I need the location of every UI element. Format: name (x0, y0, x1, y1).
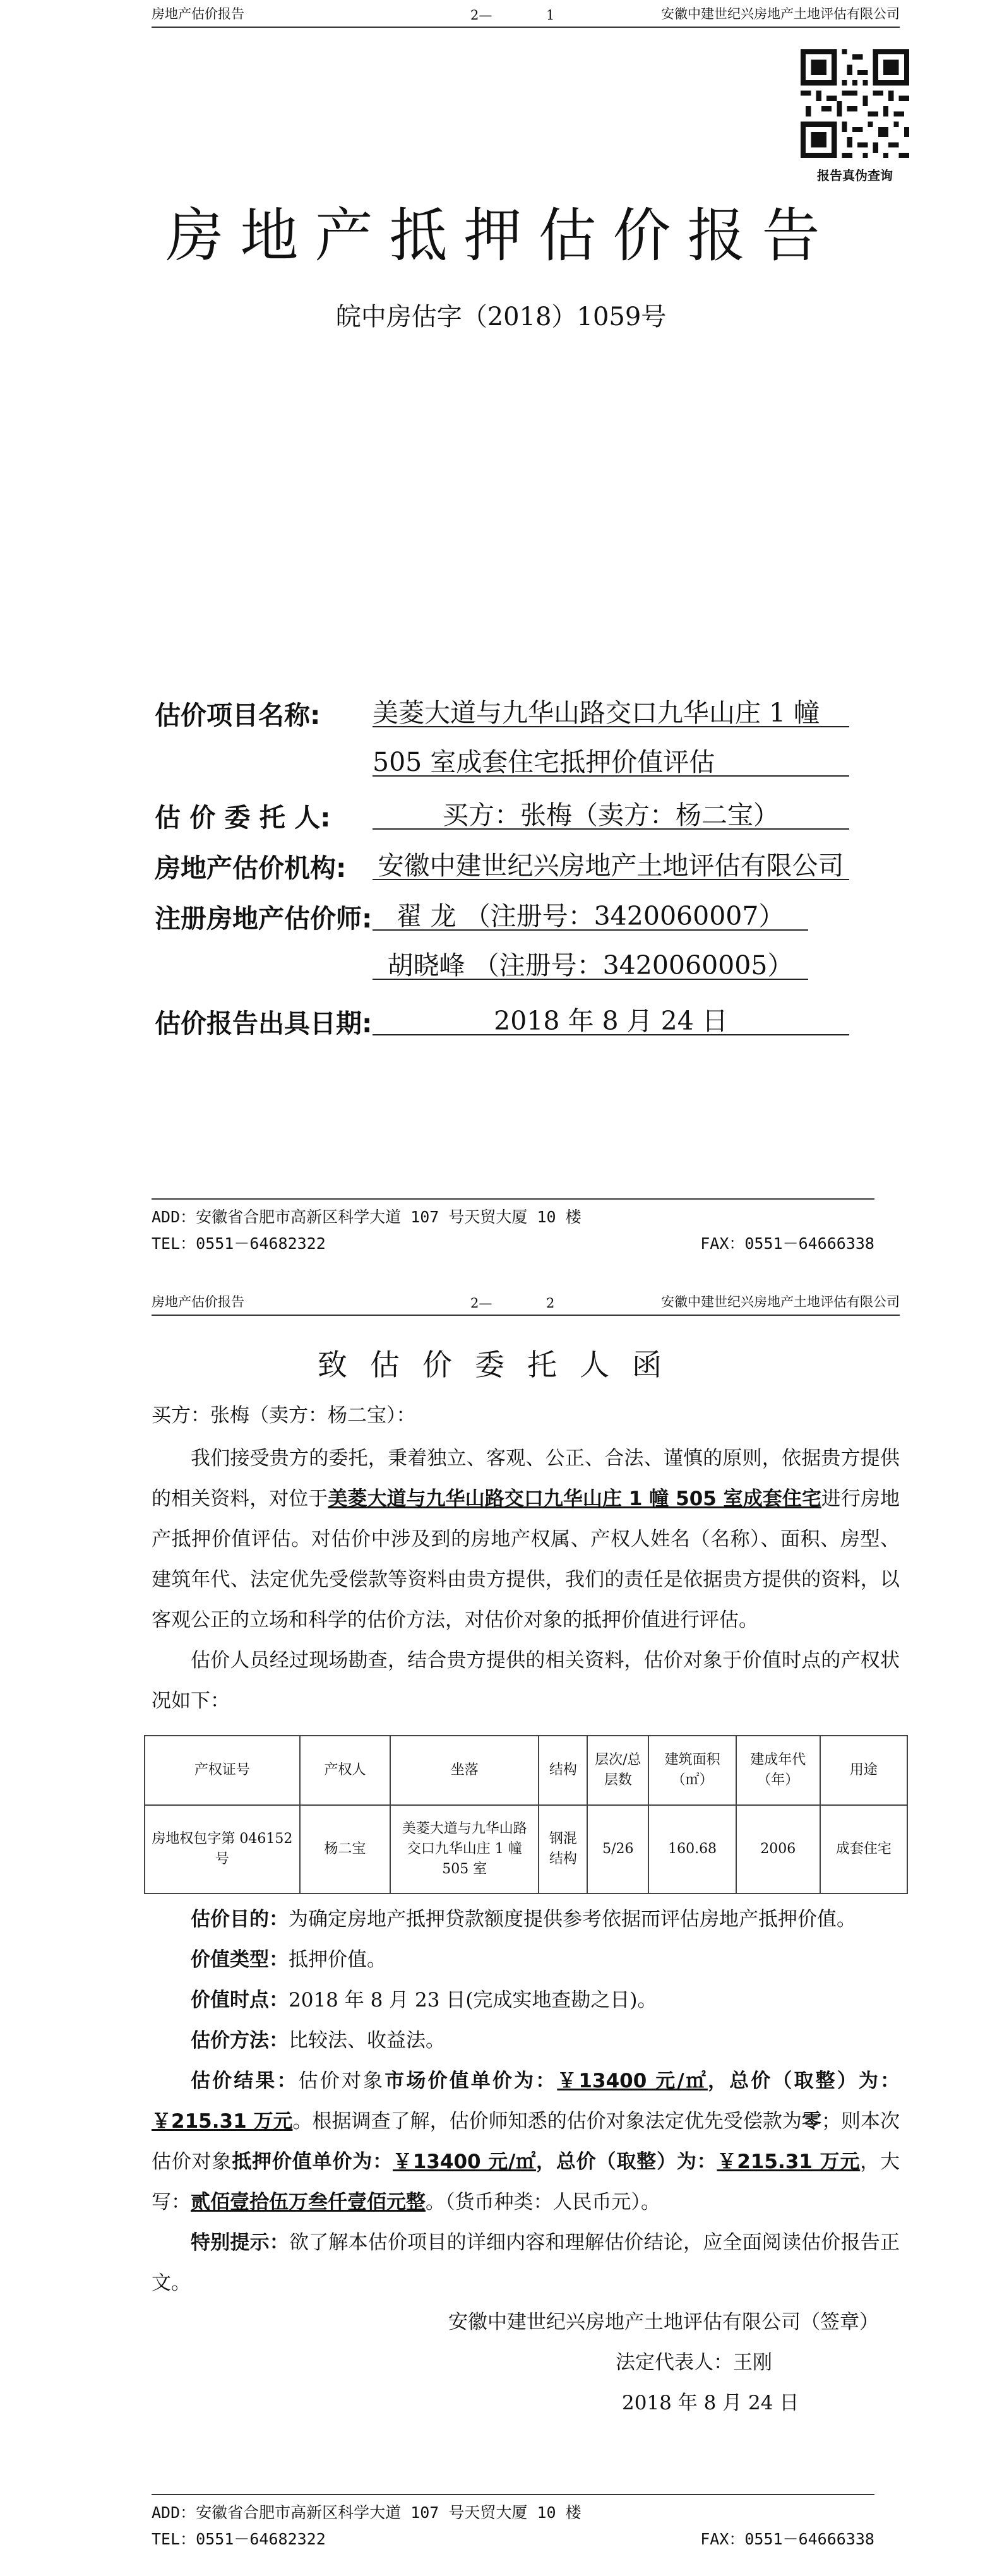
special-notice: 特别提示：欲了解本估价项目的详细内容和理解估价结论，应全面阅读估价报告正文。 (152, 2231, 900, 2294)
footer-divider (152, 1198, 874, 1200)
qr-caption: 报告真伪查询 (817, 168, 893, 183)
field-value-client: 买方：张梅（卖方：杨二宝） (373, 794, 849, 830)
letter-paragraph-2: 估价人员经过现场勘查，结合贵方提供的相关资料，估价对象于价值时点的产权状况如下： (152, 1649, 900, 1712)
table-row (145, 1805, 907, 1893)
para1-property: 美菱大道与九华山路交口九华山庄 1 幢 505 室成套住宅 (328, 1488, 821, 1510)
letter-salutation: 买方：张梅（卖方：杨二宝）： (152, 1404, 416, 1427)
header-company: 安徽中建世纪兴房地产土地评估有限公司 (661, 1294, 900, 1309)
table-header-cell: 结构 (539, 1736, 587, 1805)
table-cell-structure: 钢混结构 (539, 1805, 587, 1893)
table-cell-floor: 5/26 (587, 1805, 648, 1893)
field-label-report-date: 估价报告出具日期: (155, 1008, 373, 1039)
signature-date: 2018 年 8 月 24 日 (622, 2392, 799, 2414)
letter-paragraph-1 (152, 1438, 900, 1640)
letter-page (0, 1288, 1002, 2576)
field-value-project-line1: 美菱大道与九华山路交口九华山庄 1 幢 (373, 692, 849, 727)
table-header-cell: 产权证号 (145, 1736, 300, 1805)
valuation-method: 估价方法：比较法、收益法。 (191, 2029, 445, 2052)
footer-telephone: TEL：0551－64682322 (152, 1234, 326, 1253)
footer-divider (152, 2494, 874, 2495)
footer-address: ADD：安徽省合肥市高新区科学大道 107 号天贸大厦 10 楼 (152, 1208, 582, 1226)
page-header (152, 5, 900, 28)
header-page-prefix: 2— (470, 8, 492, 23)
field-value-report-date: 2018 年 8 月 24 日 (373, 1000, 849, 1035)
field-value-appraiser-1: 翟 龙 （注册号：3420060007） (373, 895, 808, 931)
field-label-project: 估价项目名称: (155, 700, 321, 730)
field-label-client: 估 价 委 托 人: (155, 802, 331, 833)
para1-text-b: 进行房地产抵押价值评估。对估价中涉及到的房地产权属、产权人姓名（名称）、面积、房型、建筑年代、法定优先受偿款等资料由贵方提供，我们的责任是依据贵方提供的资料，以客观公正的立场和科学的估价方法，对估价对象的抵押价值进行评估。 (152, 1488, 900, 1631)
property-rights-table (144, 1735, 908, 1894)
header-page-number: 2 (546, 1296, 555, 1311)
document-number: 皖中房估字（2018）1059号 (335, 302, 667, 331)
para1-text-a: 我们接受贵方的委托，秉着独立、客观、公正、合法、谨慎的原则，依据贵方提供的相关资料，对位于 (152, 1447, 900, 1510)
table-cell-location: 美菱大道与九华山路交口九华山庄 1 幢 505 室 (390, 1805, 539, 1893)
table-header-row (145, 1736, 907, 1805)
page-footer (152, 1198, 874, 1253)
field-value-project-line2: 505 室成套住宅抵押价值评估 (373, 741, 849, 777)
footer-fax: FAX：0551－64666338 (700, 2530, 874, 2548)
table-cell-certificate: 房地权包字第 046152 号 (145, 1805, 300, 1893)
table-cell-owner: 杨二宝 (300, 1805, 390, 1893)
signature-representative: 法定代表人：王刚 (616, 2351, 772, 2374)
table-header-cell: 用途 (820, 1736, 907, 1805)
header-page-number: 1 (546, 8, 555, 23)
table-cell-area: 160.68 (648, 1805, 736, 1893)
value-type: 价值类型：抵押价值。 (191, 1948, 386, 1971)
table-cell-use: 成套住宅 (820, 1805, 907, 1893)
value-date: 价值时点：2018 年 8 月 23 日(完成实地查勘之日)。 (191, 1989, 657, 2012)
qr-code-icon[interactable] (801, 49, 909, 158)
field-label-agency: 房地产估价机构: (155, 853, 347, 883)
footer-telephone: TEL：0551－64682322 (152, 2530, 326, 2548)
table-header-cell: 坐落 (390, 1736, 539, 1805)
field-value-agency: 安徽中建世纪兴房地产土地评估有限公司 (373, 845, 849, 880)
table-header-cell: 建筑面积（㎡） (648, 1736, 736, 1805)
footer-address: ADD：安徽省合肥市高新区科学大道 107 号天贸大厦 10 楼 (152, 2503, 582, 2522)
letter-title: 致估价委托人函 (318, 1348, 684, 1383)
header-report-name: 房地产估价报告 (152, 1294, 244, 1309)
header-company: 安徽中建世纪兴房地产土地评估有限公司 (661, 6, 900, 21)
page-header (152, 1293, 900, 1316)
footer-fax: FAX：0551－64666338 (700, 1234, 874, 1253)
table-header-cell: 产权人 (300, 1736, 390, 1805)
table-cell-year: 2006 (736, 1805, 820, 1893)
table-header-cell: 层次/总层数 (587, 1736, 648, 1805)
field-value-appraiser-2: 胡晓峰 （注册号：3420060005） (373, 945, 808, 980)
header-page-prefix: 2— (470, 1296, 492, 1311)
header-report-name: 房地产估价报告 (152, 6, 244, 21)
valuation-result: 估价结果：估价对象市场价值单价为：￥13400 元/㎡，总价（取整）为：￥215.31 万元。根据调查了解，估价师知悉的估价对象法定优先受偿款为零；则本次估价对象抵押价值单价为：￥13400 元/㎡，总价（取整）为：￥215.31 万元，大写：贰佰壹拾伍万叁仟壹佰元整。（货币种类：人民币元）。 (152, 2070, 900, 2214)
page-footer (152, 2494, 874, 2548)
table-header-cell: 建成年代（年） (736, 1736, 820, 1805)
valuation-purpose: 估价目的：为确定房地产抵押贷款额度提供参考依据而评估房地产抵押价值。 (191, 1908, 856, 1931)
signature-company: 安徽中建世纪兴房地产土地评估有限公司（签章） (448, 2311, 879, 2334)
report-title: 房地产抵押估价报告 (165, 202, 837, 270)
field-label-appraisers: 注册房地产估价师: (155, 903, 373, 934)
